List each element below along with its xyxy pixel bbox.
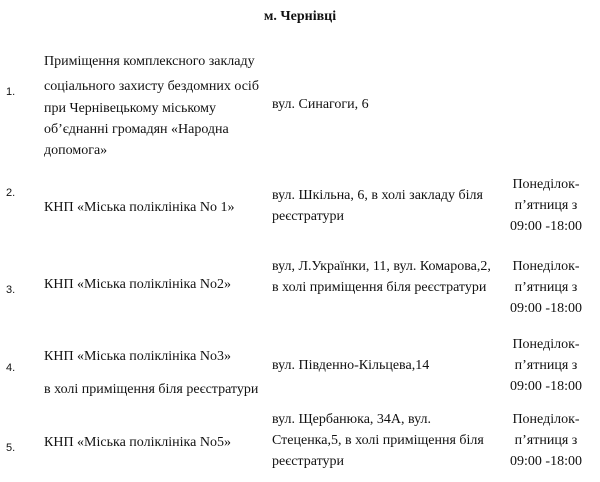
row-number: 2. [6, 187, 16, 199]
row-address: вул, Л.Українки, 11, вул. Комарова,2, в холі приміщення біля реєстратури [272, 259, 491, 295]
row-hours [492, 334, 600, 397]
row-address: вул. Шкільна, 6, в холі закладу біля реєстратури [272, 188, 483, 224]
hours-line: пʼятниця з [514, 433, 578, 448]
name-line: Приміщення комплексного закладу [44, 54, 255, 69]
row-hours [492, 409, 600, 472]
name-line: КНП «Міська поліклініка No3» [44, 349, 231, 364]
hours-line: пʼятниця з [514, 280, 578, 295]
row-name [44, 50, 274, 161]
hours-line: пʼятниця з [514, 198, 578, 213]
name-line: КНП «Міська поліклініка No 1» [44, 200, 235, 215]
hours-line: Понеділок- [512, 177, 580, 192]
name-line: об’єднанні громадян «Народна [44, 122, 229, 137]
name-line: соціального захисту бездомних осіб [44, 79, 259, 94]
hours-line: Понеділок- [512, 259, 580, 274]
row-name [44, 340, 274, 406]
hours-line: Понеділок- [512, 337, 580, 352]
name-line: в холі приміщення біля реєстратури [44, 382, 259, 397]
name-line: КНП «Міська поліклініка No5» [44, 435, 231, 450]
row-name [44, 431, 274, 454]
row-address: вул. Синагоги, 6 [272, 97, 369, 112]
row-address: вул. Південно-Кільцева,14 [272, 358, 430, 373]
row-name [44, 196, 274, 219]
row-address: вул. Щербанюка, 34А, вул. Стеценка,5, в холі приміщення біля реєстратури [272, 412, 484, 469]
hours-line: 09:00 -18:00 [510, 454, 582, 469]
row-name [44, 273, 274, 296]
hours-line: 09:00 -18:00 [510, 301, 582, 316]
name-line: КНП «Міська поліклініка No2» [44, 277, 231, 292]
hours-line: 09:00 -18:00 [510, 379, 582, 394]
hours-line: 09:00 -18:00 [510, 219, 582, 234]
row-hours [492, 174, 600, 237]
row-number: 4. [6, 362, 16, 374]
row-number: 1. [6, 86, 16, 98]
name-line: при Чернівецькому міському [44, 101, 217, 116]
row-hours [492, 256, 600, 319]
row-number: 3. [6, 284, 16, 296]
hours-line: пʼятниця з [514, 358, 578, 373]
row-number: 5. [6, 442, 16, 454]
document-title: м. Чернівці [263, 9, 337, 24]
name-line: допомога» [44, 143, 108, 158]
hours-line: Понеділок- [512, 412, 580, 427]
